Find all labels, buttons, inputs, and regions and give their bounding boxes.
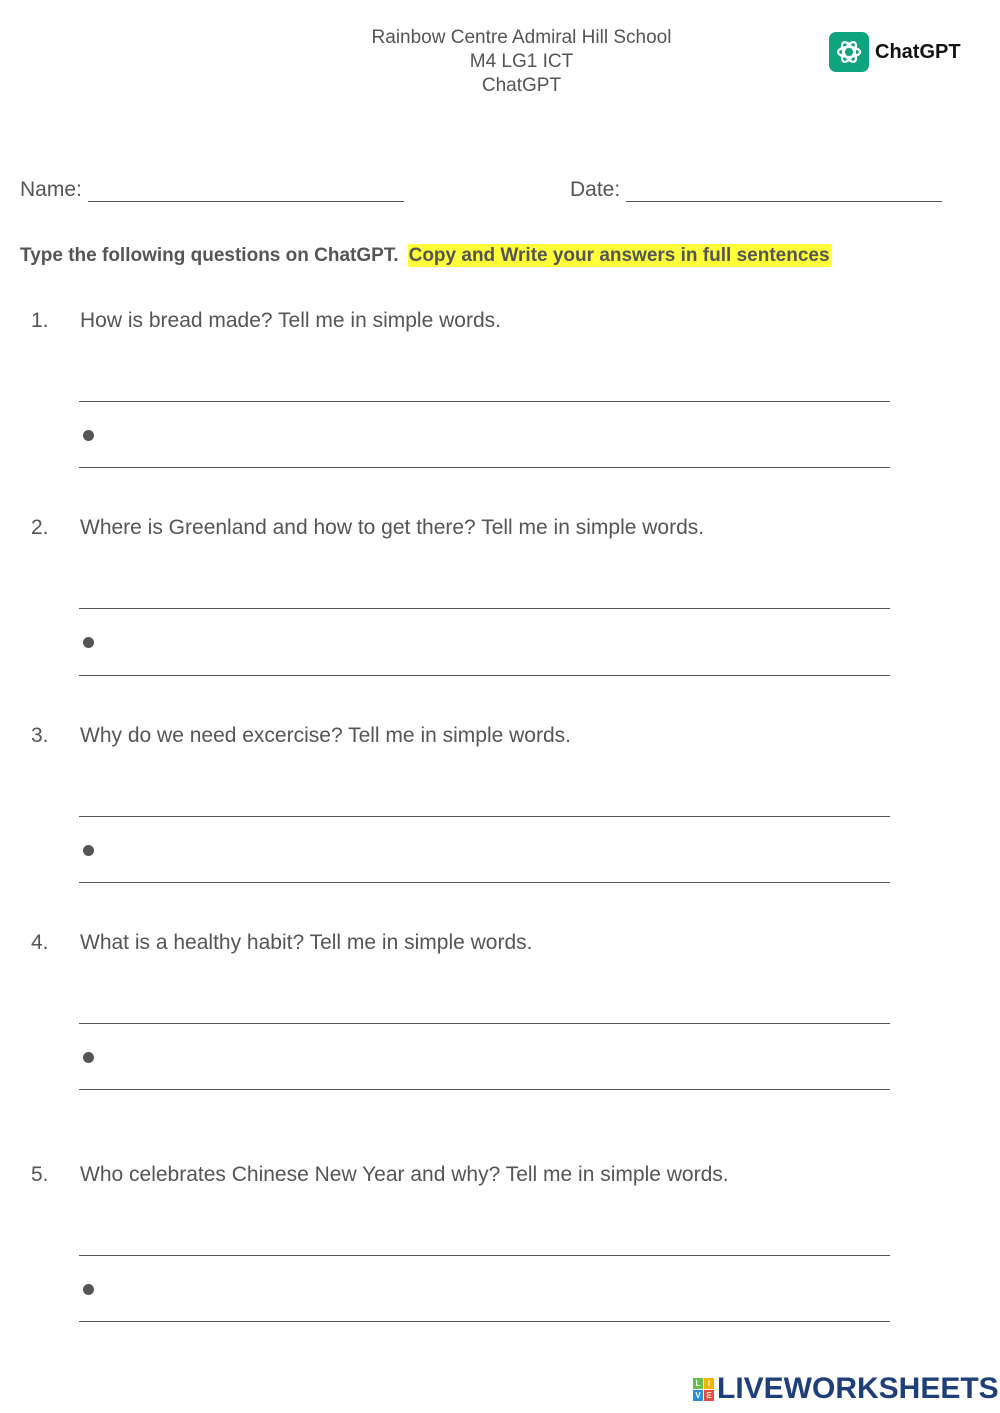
question-number: 2. <box>31 516 49 539</box>
liveworksheets-badge-icon <box>693 1378 714 1401</box>
openai-knot-icon <box>829 32 869 72</box>
question-5 <box>0 1163 1000 1363</box>
answer-line[interactable] <box>79 675 890 676</box>
badge-letter: I <box>704 1378 714 1389</box>
date-field[interactable] <box>570 178 942 202</box>
question-number: 3. <box>31 724 49 747</box>
instructions-highlight: Copy and Write your answers in full sentences <box>408 245 830 266</box>
question-text: Who celebrates Chinese New Year and why? Tell me in simple words. <box>80 1163 729 1186</box>
chatgpt-logo <box>829 32 961 72</box>
question-text: How is bread made? Tell me in simple words. <box>80 309 501 332</box>
question-text: Why do we need excercise? Tell me in simple words. <box>80 724 571 747</box>
answer-line[interactable] <box>79 608 890 609</box>
question-text: Where is Greenland and how to get there? Tell me in simple words. <box>80 516 705 539</box>
answer-line[interactable] <box>79 401 890 402</box>
answer-line[interactable] <box>79 1023 890 1024</box>
badge-letter: E <box>704 1390 714 1401</box>
logo-text: ChatGPT <box>875 40 961 63</box>
answer-line[interactable] <box>79 1089 890 1090</box>
badge-letter: V <box>693 1390 703 1401</box>
bullet-icon <box>83 637 94 648</box>
class-name: M4 LG1 ICT <box>469 51 574 72</box>
question-1 <box>0 309 1000 509</box>
question-number: 5. <box>31 1163 49 1186</box>
date-blank[interactable] <box>626 181 942 202</box>
name-blank[interactable] <box>88 181 404 202</box>
bullet-icon <box>83 430 94 441</box>
liveworksheets-brand: LIVEWORKSHEETS <box>717 1372 999 1405</box>
date-label: Date: <box>570 178 621 201</box>
question-3 <box>0 724 1000 924</box>
question-4 <box>0 931 1000 1131</box>
subject-name: ChatGPT <box>481 75 562 96</box>
school-name: Rainbow Centre Admiral Hill School <box>371 27 672 48</box>
answer-line[interactable] <box>79 816 890 817</box>
bullet-icon <box>83 845 94 856</box>
answer-line[interactable] <box>79 1321 890 1322</box>
bullet-icon <box>83 1284 94 1295</box>
question-2 <box>0 516 1000 716</box>
question-number: 1. <box>31 309 49 332</box>
question-text: What is a healthy habit? Tell me in simple words. <box>80 931 533 954</box>
answer-line[interactable] <box>79 882 890 883</box>
instructions <box>20 245 831 267</box>
answer-line[interactable] <box>79 1255 890 1256</box>
instructions-text: Type the following questions on ChatGPT. <box>20 245 399 266</box>
name-field[interactable] <box>20 178 404 202</box>
name-label: Name: <box>20 178 82 201</box>
bullet-icon <box>83 1052 94 1063</box>
answer-line[interactable] <box>79 467 890 468</box>
liveworksheets-logo <box>693 1374 999 1404</box>
question-number: 4. <box>31 931 49 954</box>
badge-letter: L <box>693 1378 703 1389</box>
